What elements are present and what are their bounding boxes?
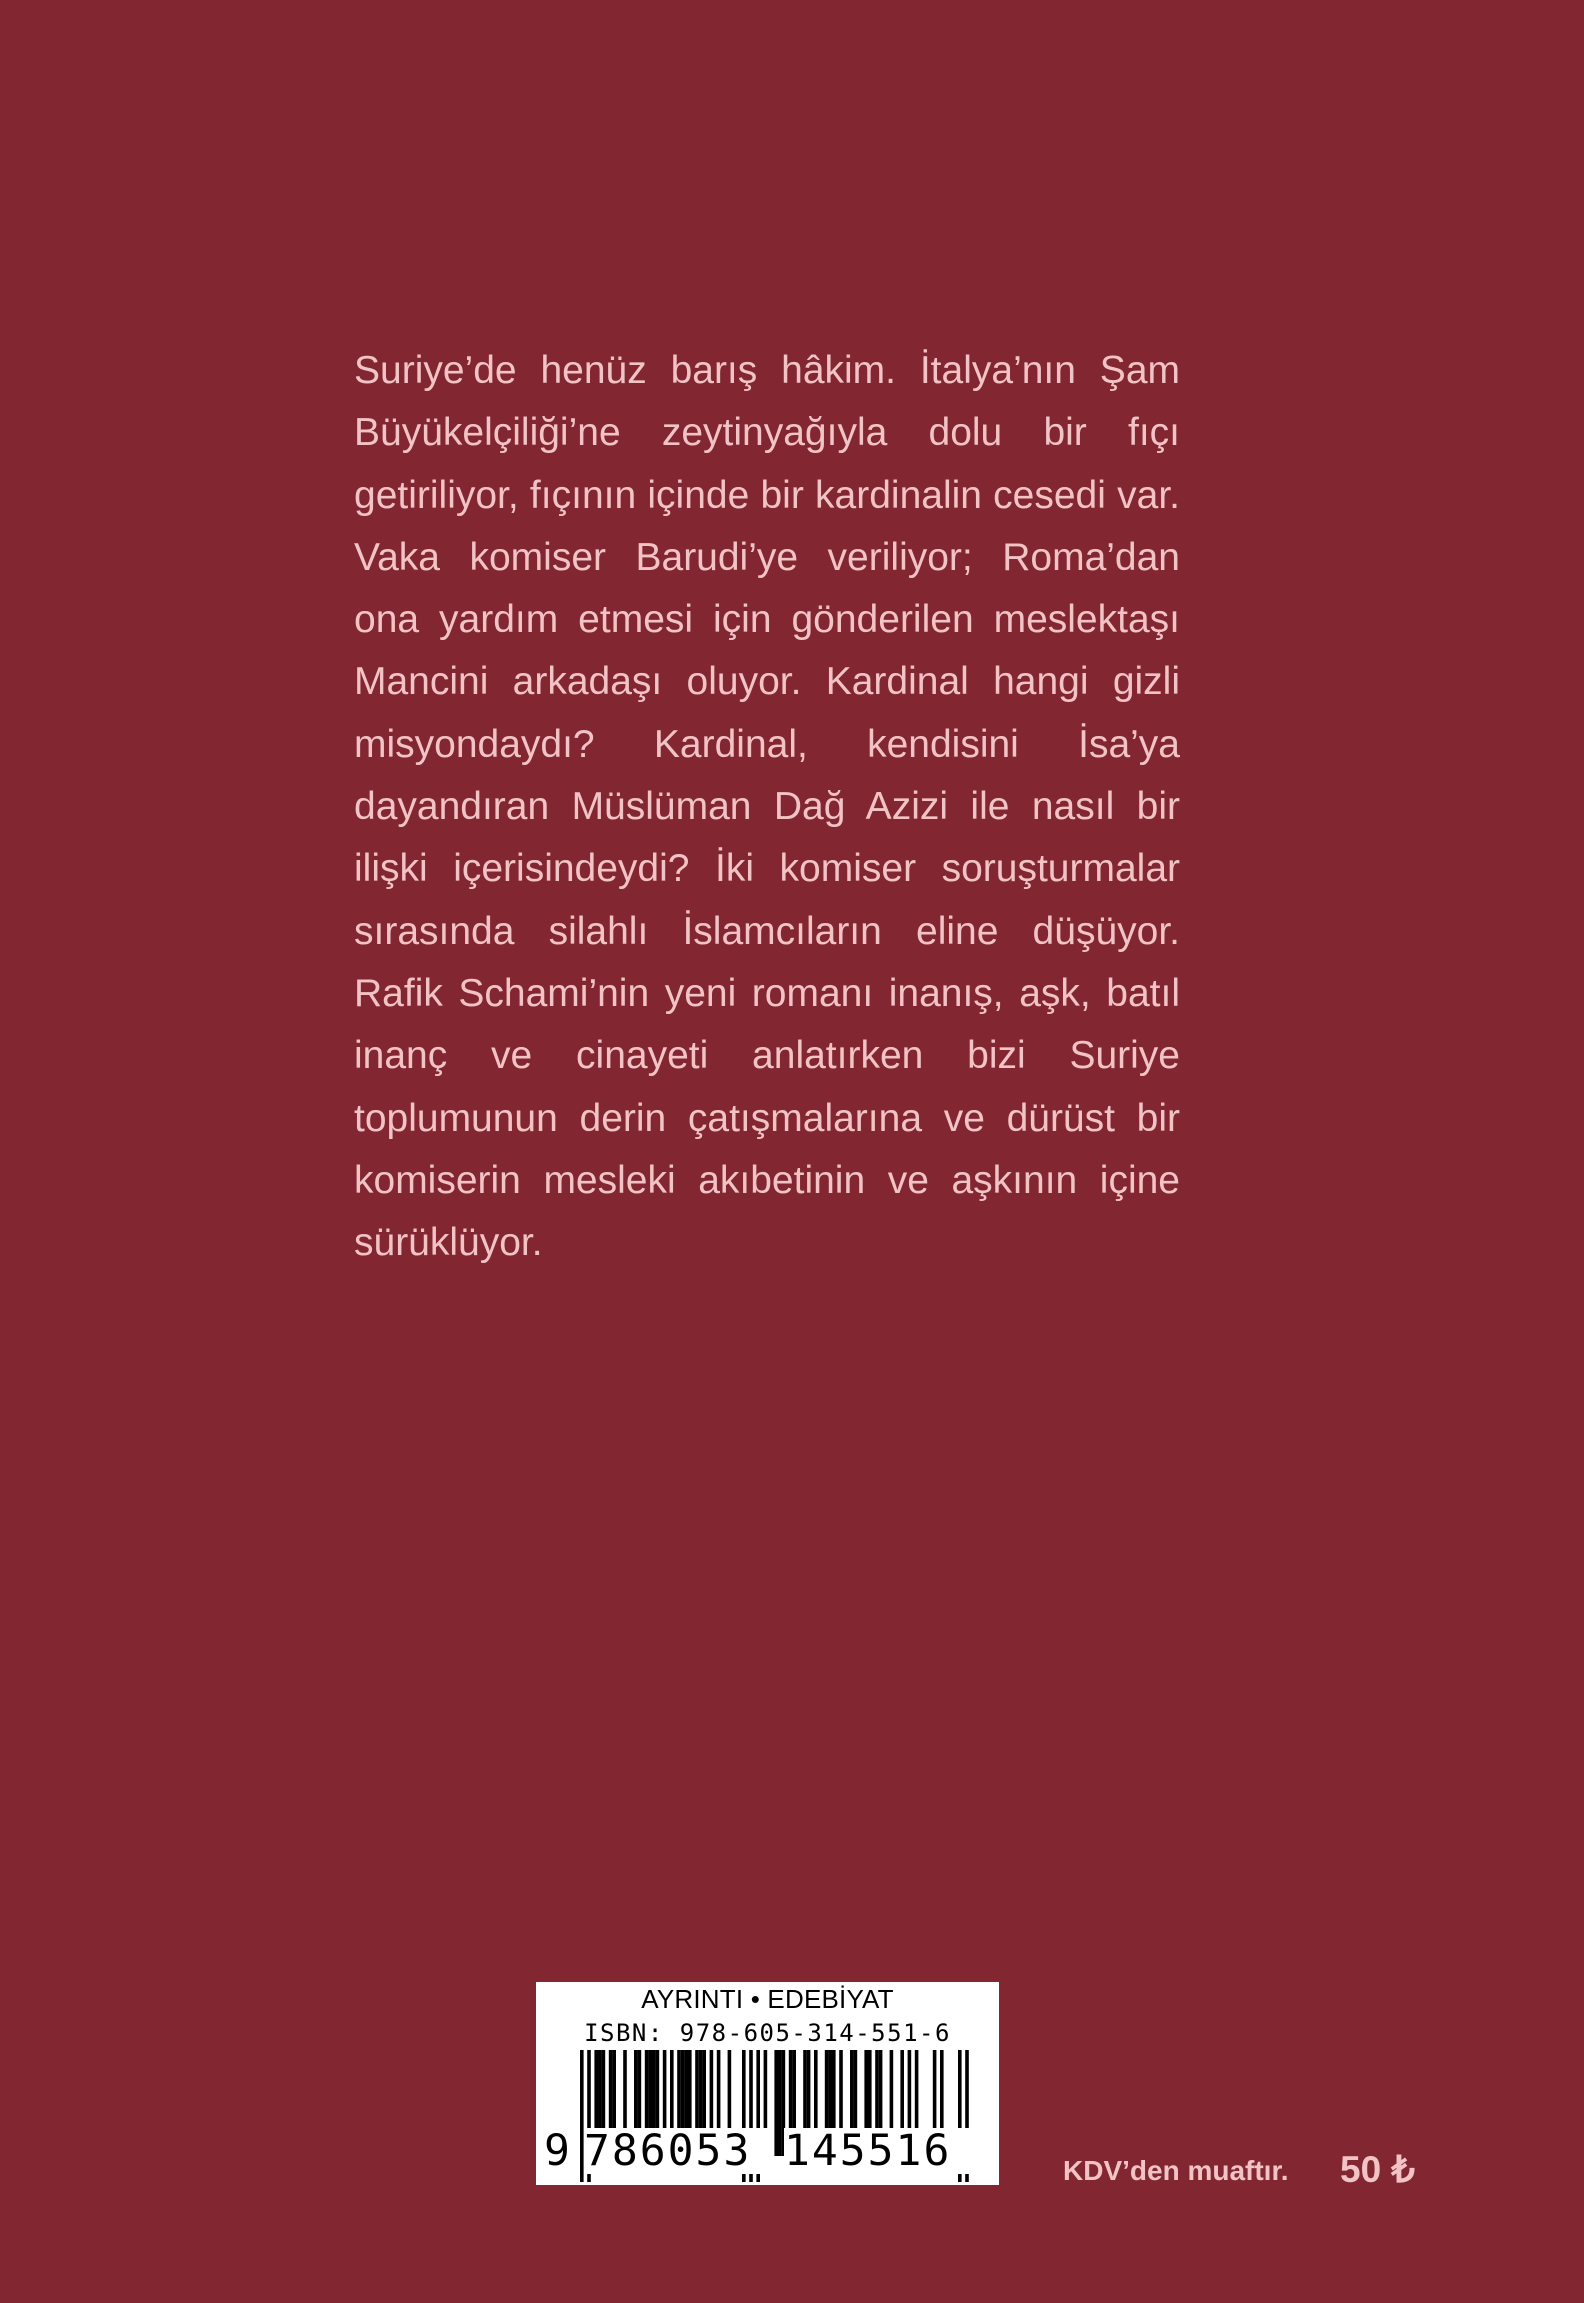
price-label: 50 ₺ [1340, 2149, 1415, 2190]
publisher-imprint: AYRINTI • EDEBİYAT [641, 1984, 894, 2014]
back-cover-blurb: Suriye’de henüz barış hâkim. İtalya’nın Şam Büyükelçiliği’ne zeytinyağıyla dolu bir fıçı getiriliyor, fıçının içinde bir kardinalin cesedi var. Vaka komiser Barudi’ye veriliyor; Roma’dan ona yardım etmesi için gönderilen meslektaşı Mancini arkadaşı oluyor. Kardinal hangi gizli misyondaydı? Kardinal, kendisini İsa’ya dayandıran Müslüman Dağ Azizi ile nasıl bir ilişki içerisindeydi? İki komiser soruşturmalar sırasında silahlı İslamcıların eline düşüyor. Rafik Schami’nin yeni romanı inanış, aşk, batıl inanç ve cinayeti anlatırken bizi Suriye toplumunun derin çatışmalarına ve dürüst bir komiserin mesleki akıbetinin ve aşkının içine sürüklüyor. [354, 349, 1180, 1265]
barcode-left-digits: 786053 [584, 2128, 770, 2174]
isbn-number: ISBN: 978-605-314-551-6 [584, 2019, 951, 2047]
barcode-right-digits: 145516 [784, 2128, 980, 2174]
barcode-label [536, 1982, 999, 2185]
vat-exempt-note: KDV’den muaftır. [1063, 2155, 1289, 2186]
barcode-bar [778, 2050, 782, 2156]
barcode-lead-digit: 9 [544, 2126, 572, 2176]
barcode-bar [774, 2050, 778, 2156]
